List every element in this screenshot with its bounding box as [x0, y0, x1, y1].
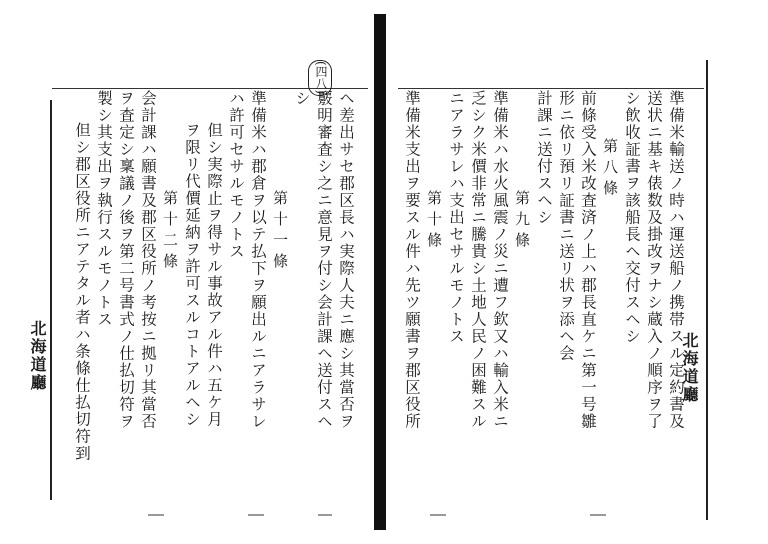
- right-col-9: 準備米ハ水火風震ノ災ニ遭フ欽又ハ輸入米ニ: [491, 90, 509, 430]
- left-col-7: 但シ実際止ヲ得サル事故アル件ハ五ケ月: [205, 122, 223, 428]
- left-col-10: 会計課ハ願書及郡区役所ノ考按ニ拠リ其當否: [139, 90, 157, 430]
- bottom-mark: [148, 514, 164, 516]
- left-col-8: ヲ限リ代價延納ヲ許可スルコトアルヘシ: [183, 122, 201, 428]
- left-col-6: ハ許可セサルモノトス: [227, 90, 245, 260]
- bottom-mark: [430, 514, 446, 516]
- right-heading-article-9: 第九條: [513, 190, 531, 253]
- right-col-11: ニアラサレハ支出セサルモノトス: [447, 90, 465, 345]
- right-col-1: 準備米輸送ノ時ハ運送船ノ携帯スル定約書及: [667, 90, 685, 430]
- right-col-7: 計課ニ送付スヘシ: [535, 90, 553, 226]
- book-gutter: [374, 14, 386, 530]
- right-col-2: 送状ニ基キ俵数及掛改ヲナシ蔵入ノ順序ヲ了: [645, 90, 663, 430]
- left-col-2: 覈明審査シ之ニ意見ヲ付シ会計課ヘ送付スヘ: [315, 90, 333, 430]
- left-col-1: ヘ差出サセ郡区長ハ実際人夫ニ應シ其當否ヲ: [337, 90, 355, 430]
- right-col-5: 前條受入米改査済ノ上ハ郡長直ケニ第一号雛: [579, 90, 597, 430]
- right-col-6: 形ニ依リ預リ証書ニ送リ状ヲ添ヘ会: [557, 90, 575, 362]
- right-page: [398, 60, 706, 530]
- left-col-12: 製シ其支出ヲ執行スルモノトス: [95, 90, 113, 328]
- page-number: (四八): [308, 60, 332, 96]
- right-heading-article-8: 第八條: [601, 138, 619, 201]
- right-heading-article-10: 第十條: [425, 190, 443, 253]
- right-col-10: 乏シク米價非常ニ騰貴シ土地人民ノ困難スル: [469, 90, 487, 430]
- left-col-13: 但シ郡区役所ニアテタル者ハ条條仕払切符到: [73, 122, 91, 462]
- right-col-13: 準備米支出ヲ要スル件ハ先ツ願書ヲ郡区役所: [403, 90, 421, 430]
- left-margin-label: 北海道廳: [28, 320, 47, 392]
- left-heading-article-11: 第十一條: [271, 190, 289, 274]
- left-page: [28, 60, 370, 530]
- bottom-mark: [318, 514, 332, 516]
- left-col-11: ヲ査定シ稟議ノ後ヲ第二号書式ノ仕払切符ヲ: [117, 90, 135, 430]
- right-outer-border: [706, 60, 708, 520]
- right-col-3: シ飲收証書ヲ該船長ヘ交付スヘシ: [623, 90, 641, 345]
- right-top-rule: [398, 88, 704, 89]
- left-col-3: シ: [293, 90, 311, 107]
- bottom-mark: [248, 514, 264, 516]
- left-col-5: 準備米ハ郡倉ヲ以テ払下ヲ願出ルニアラサレ: [249, 90, 267, 430]
- left-heading-article-12: 第十二條: [161, 190, 179, 274]
- left-outer-border: [50, 100, 52, 500]
- right-margin-label: 北海道廳: [680, 332, 699, 404]
- bottom-mark: [590, 514, 606, 516]
